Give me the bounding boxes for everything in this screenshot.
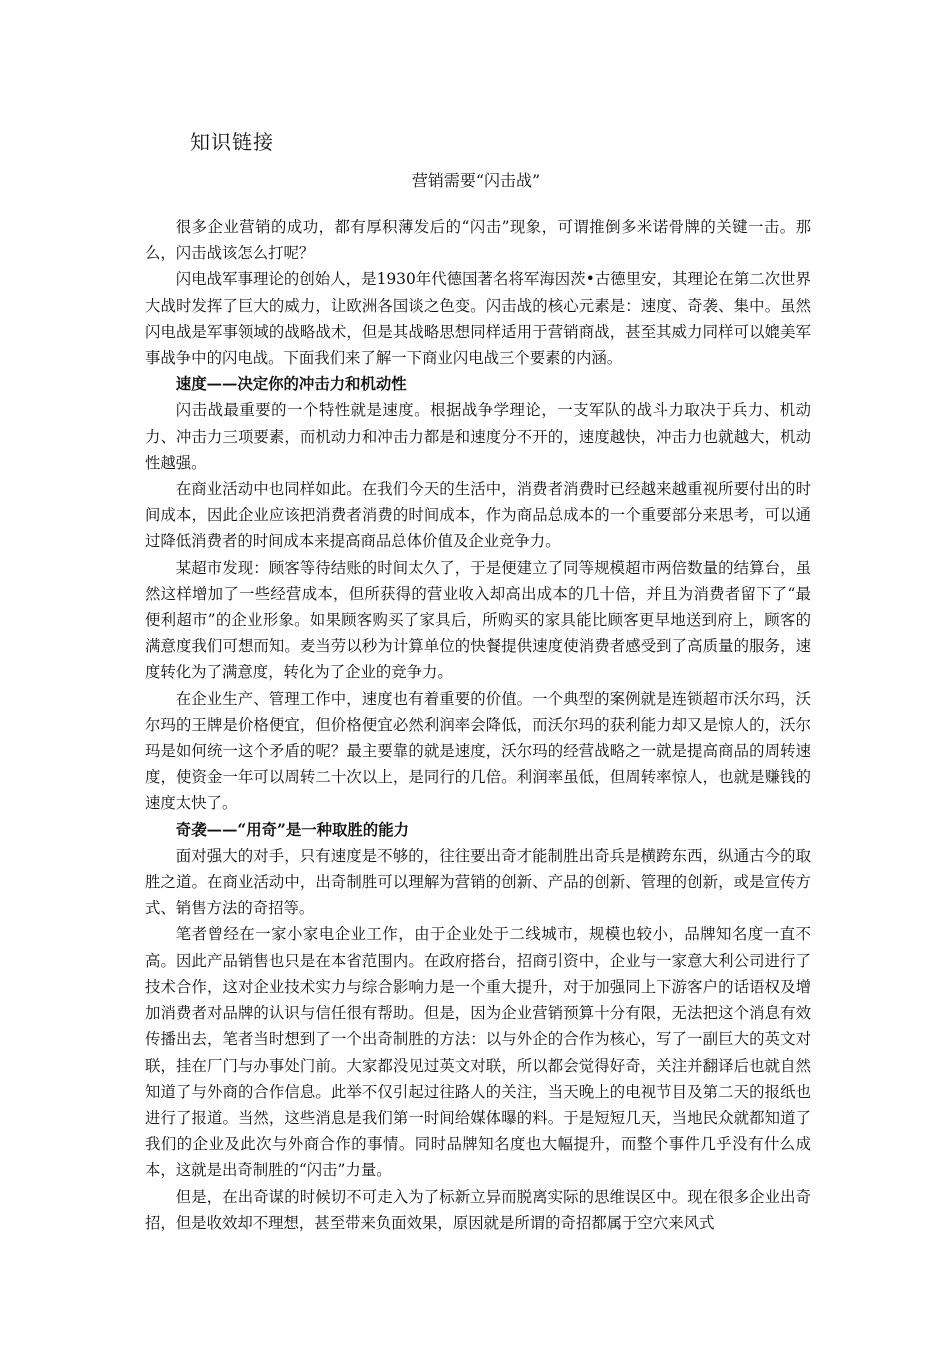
section-label: 知识链接	[190, 130, 274, 154]
body-paragraph: 在商业活动中也同样如此。在我们今天的生活中，消费者消费时已经越来越重视所要付出的时间成本，因此企业应该把消费者消费的时间成本，作为商品总成本的一个重要部分来思考，可以通过降低消费者的时间成本来提高商品总体价值及企业竞争力。	[145, 480, 811, 551]
body-paragraph: 但是，在出奇谋的时候切不可走入为了标新立异而脱离实际的思维误区中。现在很多企业出奇招，但是收效却不理想，甚至带来负面效果，原因就是所谓的奇招都属于空穴来风式	[145, 1187, 811, 1232]
body-paragraph: 在企业生产、管理工作中，速度也有着重要的价值。一个典型的案例就是连锁超市沃尔玛，沃尔玛的王牌是价格便宜，但价格便宜必然利润率会降低，而沃尔玛的获利能力却又是惊人的，沃尔玛是如何统一这个矛盾的呢？最主要靠的就是速度，沃尔玛的经营战略之一就是提高商品的周转速度，使资金一年可以周转二十次以上，是同行的几倍。利润率虽低，但周转率惊人，也就是赚钱的速度太快了。	[145, 689, 811, 813]
article-title: 营销需要“闪击战”	[411, 171, 541, 190]
body-paragraph: 闪电战军事理论的创始人，是1930年代德国著名将军海因茨•古德里安，其理论在第二次世界大战时发挥了巨大的威力，让欧洲各国谈之色变。闪击战的核心元素是：速度、奇袭、集中。虽然闪电战是军事领域的战略战术，但是其战略思想同样适用于营销商战，甚至其威力同样可以媲美军事战争中的闪电战。下面我们来了解一下商业闪电战三个要素的内涵。	[145, 270, 811, 368]
article-body	[145, 214, 811, 1236]
body-paragraph: 闪击战最重要的一个特性就是速度。根据战争学理论，一支军队的战斗力取决于兵力、机动力、冲击力三项要素，而机动力和冲击力都是和速度分不开的，速度越快，冲击力也就越大，机动性越强。	[145, 401, 811, 472]
body-paragraph: 笔者曾经在一家小家电企业工作，由于企业处于二线城市，规模也较小，品牌知名度一直不高。因此产品销售也只是在本省范围内。在政府搭台，招商引资中，企业与一家意大利公司进行了技术合作，这对企业技术实力与综合影响力是一个重大提升，对于加强同上下游客户的话语权及增加消费者对品牌的认识与信任很有帮助。但是，因为企业营销预算十分有限，无法把这个消息有效传播出去，笔者当时想到了一个出奇制胜的方法：以与外企的合作为核心，写了一副巨大的英文对联，挂在厂门与办事处门前。大家都没见过英文对联，所以都会觉得好奇，关注并翻译后也就自然知道了与外商的合作信息。此举不仅引起过往路人的关注，当天晚上的电视节目及第二天的报纸也进行了报道。当然，这些消息是我们第一时间给媒体曝的料。于是短短几天，当地民众就都知道了我们的企业及此次与外商合作的事情。同时品牌知名度也大幅提升，而整个事件几乎没有什么成本，这就是出奇制胜的“闪击”力量。	[145, 925, 811, 1180]
body-paragraph: 面对强大的对手，只有速度是不够的，往往要出奇才能制胜出奇兵是横跨东西，纵通古今的取胜之道。在商业活动中，出奇制胜可以理解为营销的创新、产品的创新、管理的创新，或是宣传方式、销售方法的奇招等。	[145, 846, 811, 918]
body-paragraph: 很多企业营销的成功，都有厚积薄发后的“闪击”现象，可谓推倒多米诺骨牌的关键一击。那么，闪击战该怎么打呢？	[145, 218, 811, 263]
body-paragraph: 某超市发现：顾客等待结账的时间太久了，于是便建立了同等规模超市两倍数量的结算台，虽然这样增加了一些经营成本，但所获得的营业收入却高出成本的几十倍，并且为消费者留下了“最便利超市”的企业形象。如果顾客购买了家具后，所购买的家具能比顾客更早地送到府上，顾客的满意度我们可想而知。麦当劳以秒为计算单位的快餐提供速度使消费者感受到了高质量的服务，速度转化为了满意度，转化为了企业的竞争力。	[145, 558, 811, 682]
subheading-surprise: 奇袭——“用奇”是一种取胜的能力	[175, 820, 409, 839]
subheading-speed: 速度——决定你的冲击力和机动性	[175, 375, 407, 394]
